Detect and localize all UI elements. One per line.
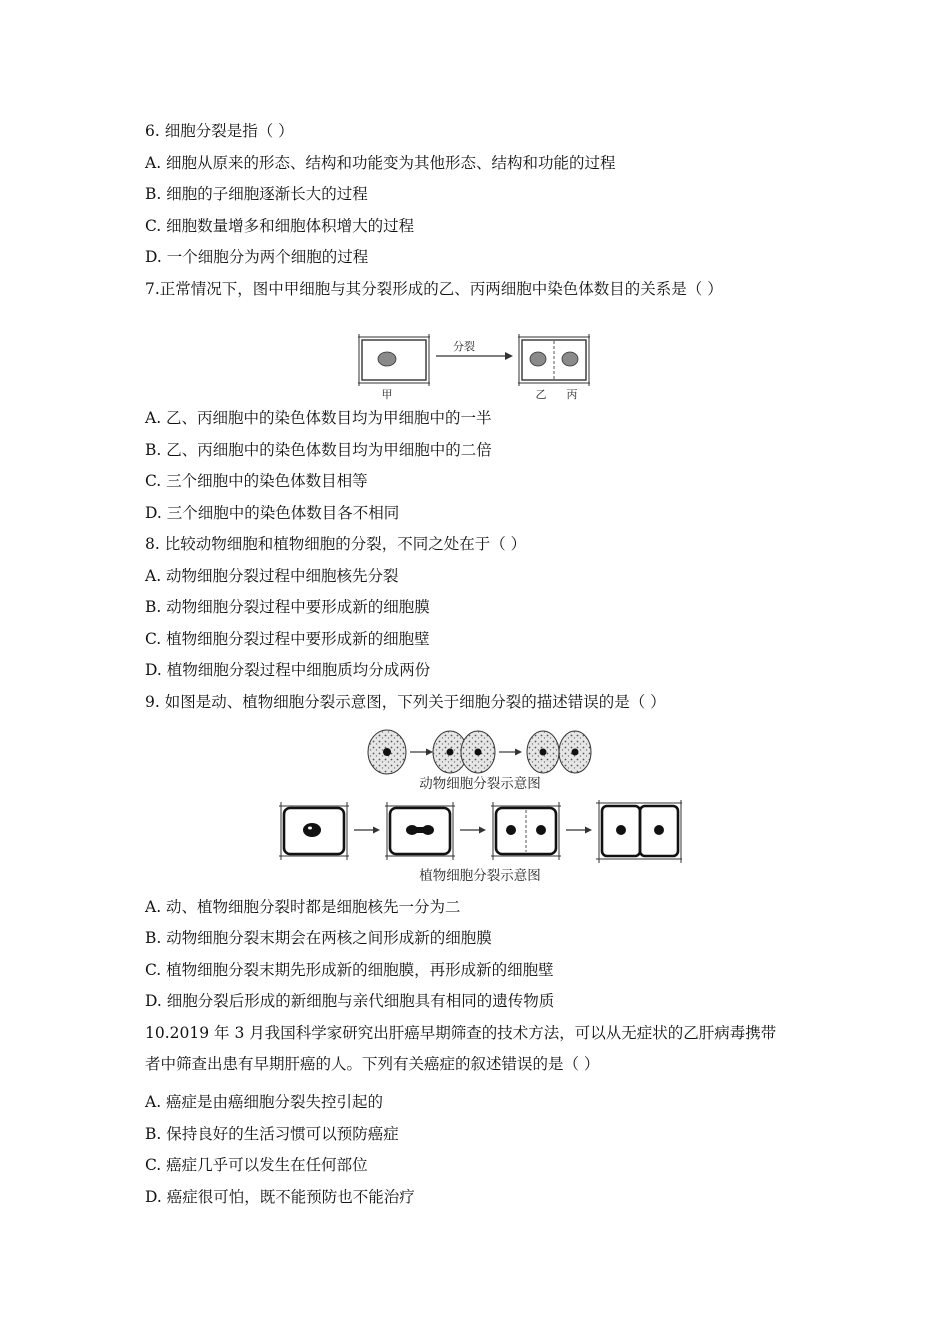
arrow-icon xyxy=(515,749,522,756)
q6-option-c: C. 细胞数量增多和细胞体积增大的过程 xyxy=(145,217,415,235)
q7-option-c: C. 三个细胞中的染色体数目相等 xyxy=(145,472,368,490)
animal-caption: 动物细胞分裂示意图 xyxy=(419,776,541,792)
q10-option-b: B. 保持良好的生活习惯可以预防癌症 xyxy=(145,1125,399,1143)
q7-cell-division-figure xyxy=(350,332,610,402)
q7-option-d: D. 三个细胞中的染色体数目各不相同 xyxy=(145,504,400,522)
cell-jia xyxy=(358,334,430,386)
q8-option-b: B. 动物细胞分裂过程中要形成新的细胞膜 xyxy=(145,598,430,616)
q8-option-c: C. 植物细胞分裂过程中要形成新的细胞壁 xyxy=(145,630,430,648)
arrow-label: 分裂 xyxy=(453,340,475,353)
q10-option-d: D. 癌症很可怕，既不能预防也不能治疗 xyxy=(145,1188,415,1206)
q7-option-b: B. 乙、丙细胞中的染色体数目均为甲细胞中的二倍 xyxy=(145,441,492,459)
label-bing: 丙 xyxy=(566,388,578,401)
q6-stem: 6. 细胞分裂是指（ ） xyxy=(145,122,294,140)
label-jia: 甲 xyxy=(381,388,393,401)
cell-yi-bing xyxy=(518,334,590,386)
q6-option-d: D. 一个细胞分为两个细胞的过程 xyxy=(145,248,369,266)
plant-caption: 植物细胞分裂示意图 xyxy=(419,868,541,884)
q9-cell-division-figure xyxy=(270,722,690,892)
q9-option-b: B. 动物细胞分裂末期会在两核之间形成新的细胞膜 xyxy=(145,929,492,947)
q6-option-b: B. 细胞的子细胞逐渐长大的过程 xyxy=(145,185,368,203)
arrow-head-icon xyxy=(505,352,513,360)
q10-stem-line-2: 者中筛查出患有早期肝癌的人。下列有关癌症的叙述错误的是（ ） xyxy=(145,1055,600,1073)
q8-option-d: D. 植物细胞分裂过程中细胞质均分成两份 xyxy=(145,661,431,679)
plant-cell-stage-2 xyxy=(385,802,455,860)
q7-option-a: A. 乙、丙细胞中的染色体数目均为甲细胞中的一半 xyxy=(145,409,492,427)
q10-stem-line-1: 10.2019 年 3 月我国科学家研究出肝癌早期筛查的技术方法，可以从无症状的乙肝病毒携带 xyxy=(145,1024,777,1042)
q6-option-a: A. 细胞从原来的形态、结构和功能变为其他形态、结构和功能的过程 xyxy=(145,154,616,172)
q7-stem: 7.正常情况下，图中甲细胞与其分裂形成的乙、丙两细胞中染色体数目的关系是（ ） xyxy=(145,280,723,298)
q9-stem: 9. 如图是动、植物细胞分裂示意图，下列关于细胞分裂的描述错误的是（ ） xyxy=(145,693,666,711)
arrow-icon xyxy=(479,827,486,834)
animal-cell-stage-2 xyxy=(433,731,495,773)
q8-option-a: A. 动物细胞分裂过程中细胞核先分裂 xyxy=(145,567,399,585)
plant-cell-stage-4 xyxy=(596,800,682,863)
plant-cell-stage-1 xyxy=(279,802,349,860)
q9-option-a: A. 动、植物细胞分裂时都是细胞核先一分为二 xyxy=(145,898,461,916)
label-yi: 乙 xyxy=(535,388,547,401)
arrow-icon xyxy=(426,749,433,756)
animal-cell-stage-1 xyxy=(368,730,406,774)
q9-option-d: D. 细胞分裂后形成的新细胞与亲代细胞具有相同的遗传物质 xyxy=(145,992,555,1010)
q10-option-c: C. 癌症几乎可以发生在任何部位 xyxy=(145,1156,368,1174)
animal-cell-stage-3 xyxy=(527,731,591,773)
arrow-icon xyxy=(585,827,592,834)
arrow-icon xyxy=(373,827,380,834)
q10-option-a: A. 癌症是由癌细胞分裂失控引起的 xyxy=(145,1093,384,1111)
plant-cell-stage-3 xyxy=(491,802,561,860)
q8-stem: 8. 比较动物细胞和植物细胞的分裂，不同之处在于（ ） xyxy=(145,535,527,553)
q9-option-c: C. 植物细胞分裂末期先形成新的细胞膜，再形成新的细胞壁 xyxy=(145,961,554,979)
